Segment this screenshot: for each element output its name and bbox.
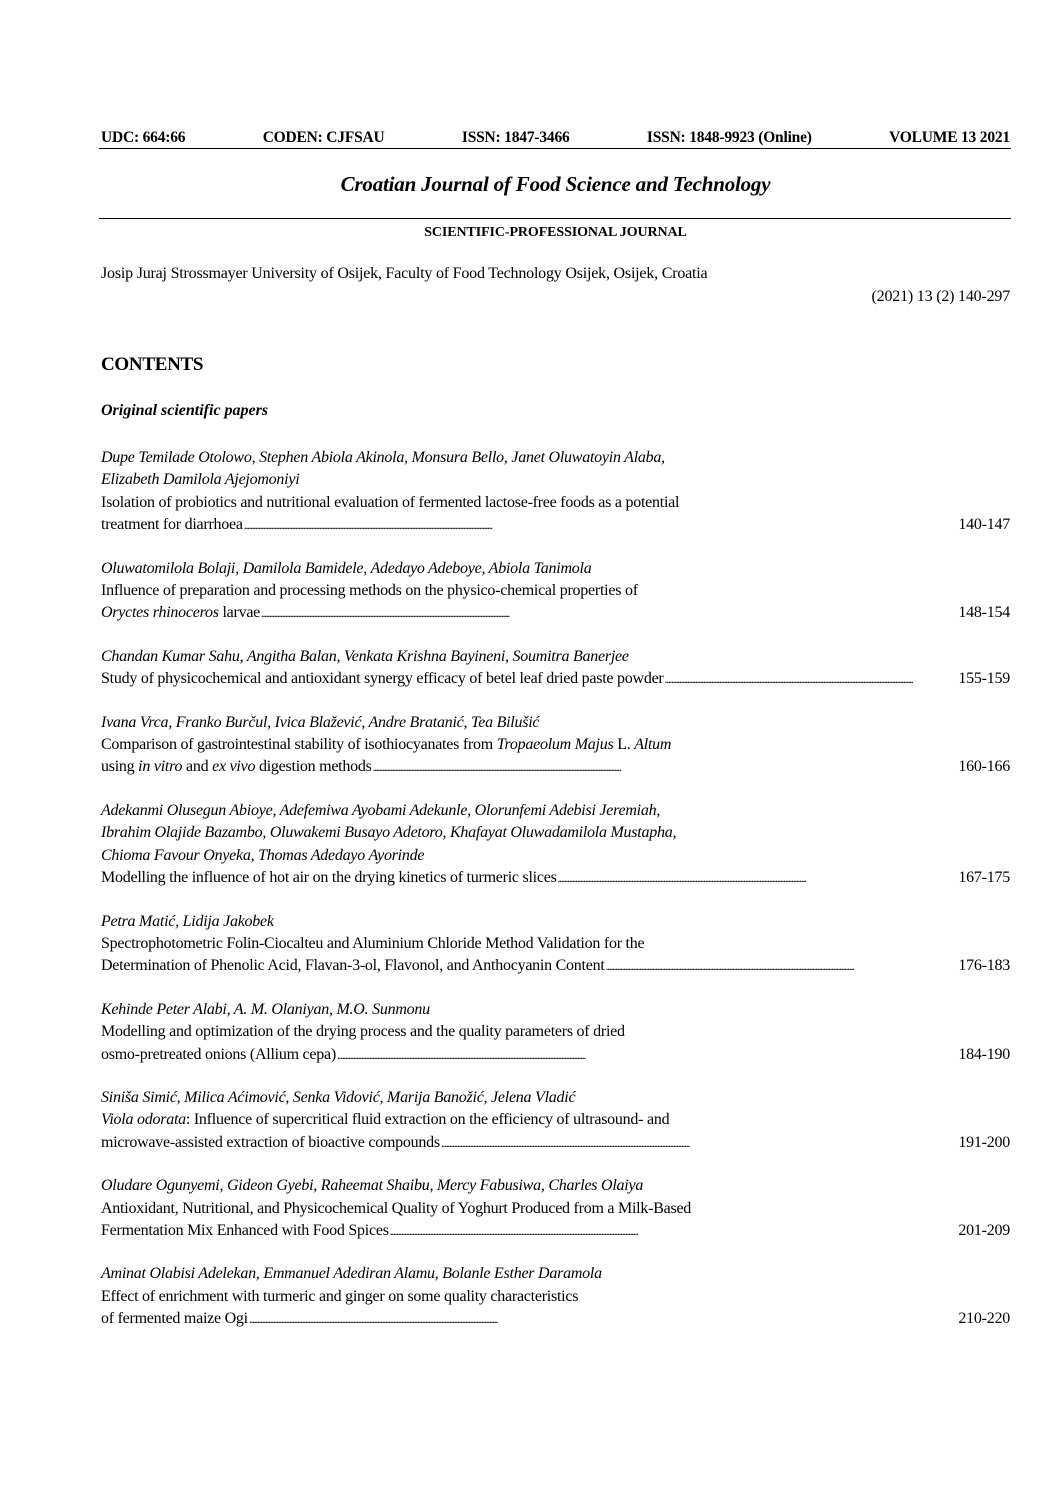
affiliation: Josip Juraj Strossmayer University of Osijek, Faculty of Food Technology Osijek, Osijek, Croatia xyxy=(101,265,708,282)
section-heading: Original scientific papers xyxy=(101,402,269,419)
entry-title-final-line xyxy=(101,668,1010,690)
entry-title xyxy=(101,1308,248,1330)
toc-entry[interactable] xyxy=(101,558,1010,625)
entry-page-range[interactable]: 201-209 xyxy=(958,1221,1010,1239)
dot-leader xyxy=(665,668,958,690)
entry-title-final-line xyxy=(101,1308,1010,1330)
entry-page-range[interactable]: 155-159 xyxy=(958,670,1010,688)
entry-page-range[interactable]: 176-183 xyxy=(958,957,1010,975)
text-segment: using xyxy=(101,758,139,776)
contents-list xyxy=(101,447,1010,1352)
entry-title xyxy=(101,1132,440,1154)
entry-authors: Aminat Olabisi Adelekan, Emmanuel Adediran Alamu, Bolanle Esther Daramola xyxy=(101,1265,602,1283)
entry-page-range[interactable]: 148-154 xyxy=(958,604,1010,622)
dot-leader xyxy=(337,1044,958,1066)
entry-title xyxy=(101,756,372,778)
entry-authors: Oluwatomilola Bolaji, Damilola Bamidele, Adedayo Adeboye, Abiola Tanimola xyxy=(101,559,592,577)
italic-term: in vitro xyxy=(138,758,183,776)
issn-online: ISSN: 1848-9923 (Online) xyxy=(646,129,812,146)
dot-leader xyxy=(441,1132,958,1154)
entry-title xyxy=(101,514,243,536)
toc-entry[interactable] xyxy=(101,712,1010,779)
entry-page-range[interactable]: 184-190 xyxy=(958,1045,1010,1063)
entry-title: Isolation of probiotics and nutritional evaluation of fermented lactose-free foods as a potential xyxy=(101,493,680,511)
entry-authors: Chioma Favour Onyeka, Thomas Adedayo Ayorinde xyxy=(101,846,425,864)
italic-term: Altum xyxy=(634,736,672,754)
text-segment: : Influence of supercritical fluid extraction on the efficiency of ultrasound- and xyxy=(185,1111,670,1129)
text-segment: osmo-pretreated onions (Allium cepa) xyxy=(101,1045,336,1063)
entry-page-range[interactable]: 191-200 xyxy=(958,1133,1010,1151)
entry-authors: Dupe Temilade Otolowo, Stephen Abiola Akinola, Monsura Bello, Janet Oluwatoyin Alaba, xyxy=(101,449,665,466)
dot-leader xyxy=(373,756,958,778)
dot-leader xyxy=(249,1308,958,1330)
toc-entry[interactable] xyxy=(101,1263,1010,1330)
entry-title-final-line xyxy=(101,1220,1010,1242)
title-divider xyxy=(99,218,1011,219)
entry-authors: Adekanmi Olusegun Abioye, Adefemiwa Ayobami Adekunle, Olorunfemi Adebisi Jeremiah, xyxy=(101,801,661,819)
text-segment: larvae xyxy=(218,604,261,622)
issue-reference: (2021) 13 (2) 140-297 xyxy=(871,288,1010,305)
entry-title-final-line xyxy=(101,867,1010,889)
text-segment: Comparison of gastrointestinal stability of isothiocyanates from xyxy=(101,736,497,754)
text-segment: of fermented maize Ogi xyxy=(101,1310,248,1328)
dot-leader xyxy=(606,955,958,977)
text-segment: digestion methods xyxy=(255,758,372,776)
entry-authors: Elizabeth Damilola Ajejomoniyi xyxy=(101,471,300,489)
entry-authors: Petra Matić, Lidija Jakobek xyxy=(101,912,274,930)
entry-title xyxy=(101,1044,336,1066)
text-segment: microwave-assisted extraction of bioactive compounds xyxy=(101,1133,440,1151)
dot-leader xyxy=(390,1220,958,1242)
entry-title: Influence of preparation and processing methods on the physico-chemical properties of xyxy=(101,582,638,600)
italic-term: ex vivo xyxy=(212,758,256,776)
entry-page-range[interactable]: 160-166 xyxy=(958,758,1010,776)
header-divider xyxy=(99,148,1011,149)
entry-title-final-line xyxy=(101,1132,1010,1154)
entry-title xyxy=(101,1220,389,1242)
text-segment: and xyxy=(182,758,213,776)
entry-authors: Oludare Ogunyemi, Gideon Gyebi, Raheemat Shaibu, Mercy Fabusiwa, Charles Olaiya xyxy=(101,1177,644,1195)
toc-entry[interactable] xyxy=(101,646,1010,691)
toc-entry[interactable] xyxy=(101,1175,1010,1242)
entry-title xyxy=(101,668,664,690)
entry-title-final-line xyxy=(101,756,1010,778)
dot-leader xyxy=(261,602,957,624)
entry-title xyxy=(101,867,557,889)
toc-entry[interactable] xyxy=(101,447,1010,537)
entry-page-range[interactable]: 210-220 xyxy=(958,1310,1010,1328)
text-segment: L. xyxy=(613,736,635,754)
entry-title-final-line xyxy=(101,955,1010,977)
volume-label: VOLUME 13 2021 xyxy=(889,129,1010,146)
entry-title: Antioxidant, Nutritional, and Physicochemical Quality of Yoghurt Produced from a Milk-Based xyxy=(101,1199,692,1217)
italic-term: Tropaeolum Majus xyxy=(496,736,614,754)
toc-entry[interactable] xyxy=(101,800,1010,890)
toc-entry[interactable] xyxy=(101,1087,1010,1154)
entry-authors: Ibrahim Olajide Bazambo, Oluwakemi Busayo Adetoro, Khafayat Oluwadamilola Mustapha, xyxy=(101,824,677,842)
udc-code: UDC: 664:66 xyxy=(101,129,186,146)
entry-authors: Siniša Simić, Milica Aćimović, Senka Vidović, Marija Banožić, Jelena Vladić xyxy=(101,1088,576,1106)
toc-entry[interactable] xyxy=(101,911,1010,978)
entry-page-range[interactable]: 167-175 xyxy=(958,869,1010,887)
entry-title xyxy=(101,955,605,977)
italic-term: Oryctes rhinoceros xyxy=(101,604,219,622)
journal-header-row xyxy=(101,129,1010,147)
entry-title-final-line xyxy=(101,514,1010,536)
issn-print: ISSN: 1847-3466 xyxy=(461,129,570,146)
entry-authors: Chandan Kumar Sahu, Angitha Balan, Venkata Krishna Bayineni, Soumitra Banerjee xyxy=(101,647,629,665)
entry-title: Spectrophotometric Folin-Ciocalteu and Aluminium Chloride Method Validation for the xyxy=(101,934,645,952)
entry-authors: Kehinde Peter Alabi, A. M. Olaniyan, M.O. Sunmonu xyxy=(101,1000,430,1018)
entry-title: Modelling and optimization of the drying process and the quality parameters of dried xyxy=(101,1023,625,1041)
dot-leader xyxy=(244,514,958,536)
toc-entry[interactable] xyxy=(101,999,1010,1066)
entry-authors: Ivana Vrca, Franko Burčul, Ivica Blažević, Andre Bratanić, Tea Bilušić xyxy=(101,713,540,731)
journal-title: Croatian Journal of Food Science and Technology xyxy=(340,172,771,196)
entry-title xyxy=(101,1109,1010,1131)
entry-title xyxy=(101,734,1010,756)
entry-title: Effect of enrichment with turmeric and ginger on some quality characteristics xyxy=(101,1287,579,1305)
text-segment: Study of physicochemical and antioxidant synergy efficacy of betel leaf dried paste powder xyxy=(101,670,664,688)
text-segment: Fermentation Mix Enhanced with Food Spices xyxy=(101,1221,389,1239)
journal-subtitle: SCIENTIFIC-PROFESSIONAL JOURNAL xyxy=(424,225,687,240)
text-segment: Modelling the influence of hot air on the drying kinetics of turmeric slices xyxy=(101,869,557,887)
entry-title-final-line xyxy=(101,1044,1010,1066)
coden-code: CODEN: CJFSAU xyxy=(262,129,385,146)
entry-page-range[interactable]: 140-147 xyxy=(958,516,1010,534)
dot-leader xyxy=(558,867,958,889)
contents-heading: CONTENTS xyxy=(101,354,204,375)
text-segment: Determination of Phenolic Acid, Flavan-3-ol, Flavonol, and Anthocyanin Content xyxy=(101,957,605,975)
entry-title-final-line xyxy=(101,602,1010,624)
italic-term: Viola odorata xyxy=(101,1111,186,1129)
entry-title xyxy=(101,602,260,624)
text-segment: treatment for diarrhoea xyxy=(101,516,243,534)
